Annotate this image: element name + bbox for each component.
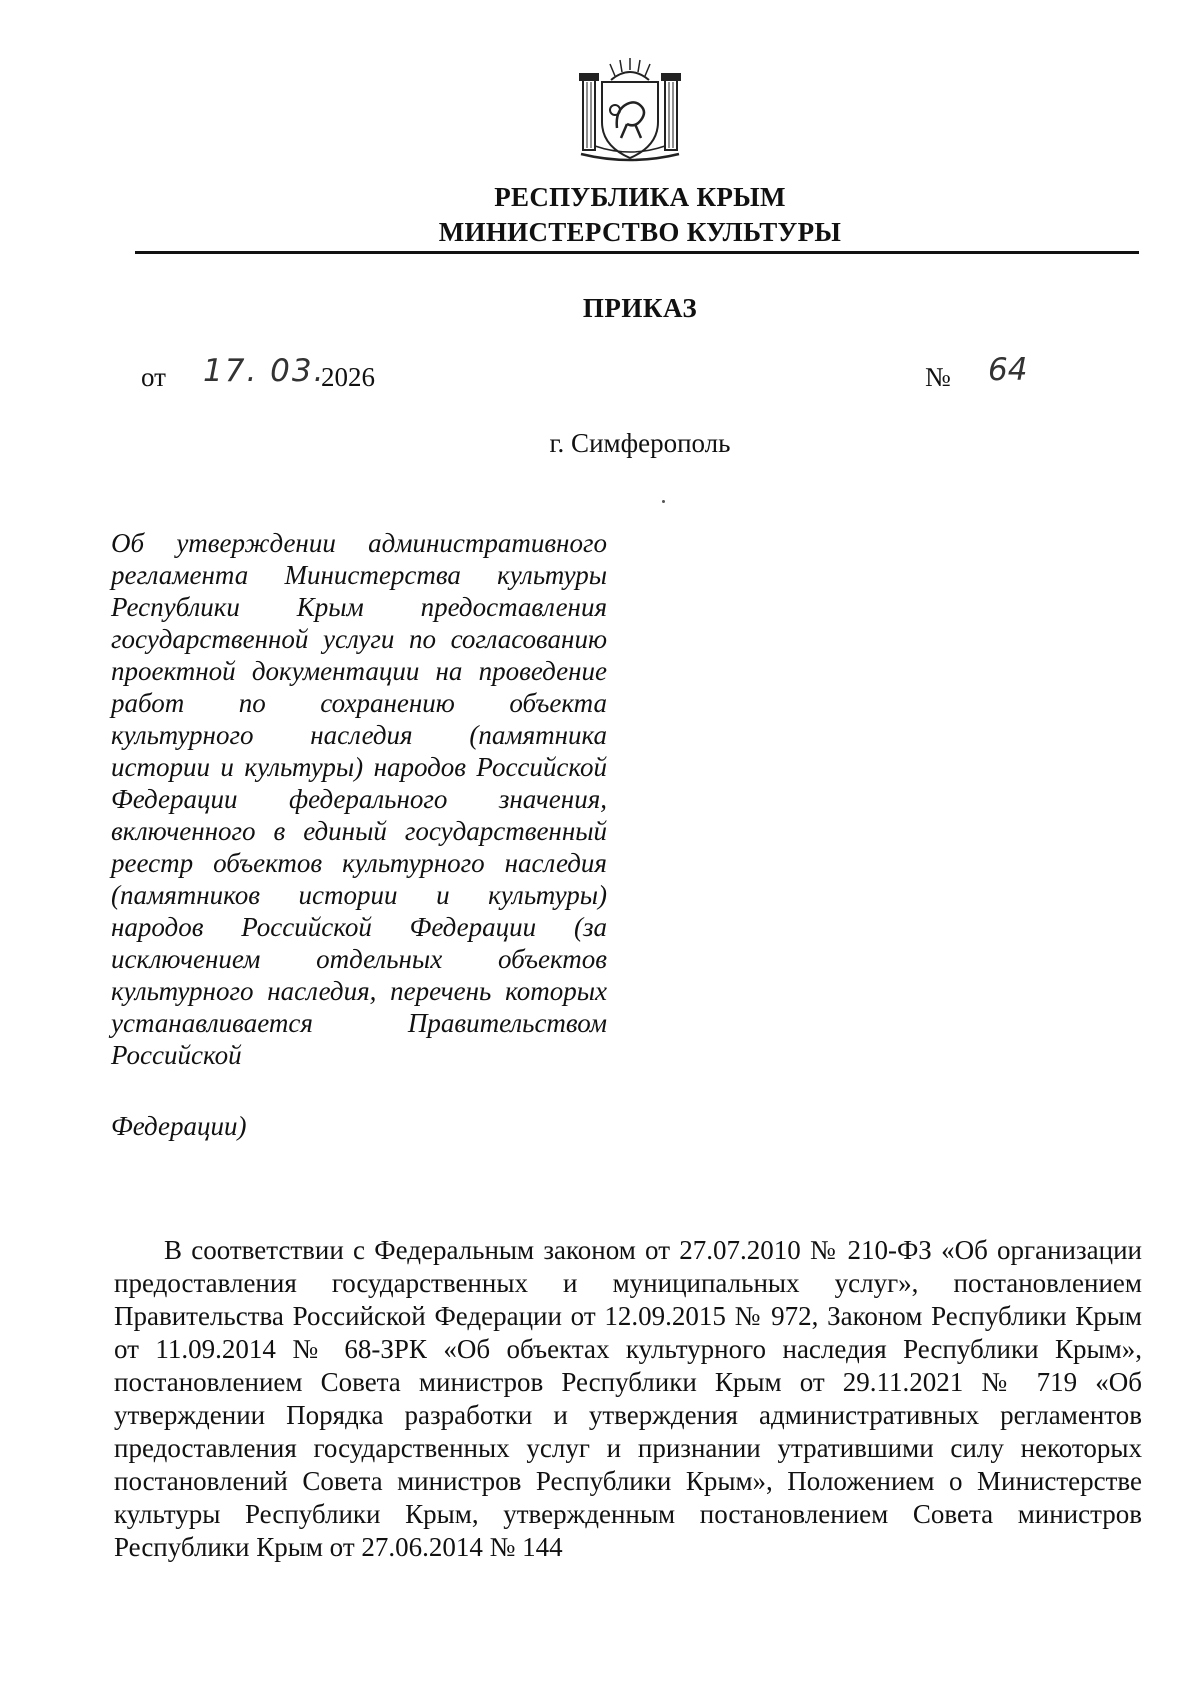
body-paragraph: В соответствии с Федеральным законом от 27.07.2010 № 210-ФЗ «Об организации предоставления государственных и муниципальных услуг», постановлением Правительства Российской Федерации от 12.09.2015 № 972, Законом Республики Крым от 11.09.2014 № 68-ЗРК «Об объектах культурного наследия Республики Крым», постановлением Совета министров Республики Крым от 29.11.2021 № 719 «Об утверждении Порядка разработки и утверждения административных регламентов предоставления государственных услуг и признании утратившими силу некоторых постановлений Совета министров Республики Крым», Положением о Министерстве культуры Республики Крым, утвержденным постановлением Совета министров Республики Крым от 27.06.2014 № 144 [114, 1235, 1142, 1562]
document-subject-last-line: Федерации) [111, 1111, 247, 1141]
stray-mark [662, 500, 665, 503]
date-prefix: от [141, 362, 166, 392]
org-name-line2: МИНИСТЕРСТВО КУЛЬТУРЫ [438, 217, 842, 247]
document-subject: Об утверждении административного регламента Министерства культуры Республики Крым предоставления государственной услуги по согласованию проектной документации на проведение работ по сохранению объекта культурного наследия (памятника истории и культуры) народов Российской Федерации федерального значения, включенного в единый государственный реестр объектов культурного наследия (памятников истории и культуры) народов Российской Федерации (за исключением отдельных объектов культурного наследия, перечень которых устанавливается Правительством Российской [111, 528, 607, 1070]
date-handwritten: 17. 03. [203, 353, 326, 389]
org-name-line1: РЕСПУБЛИКА КРЫМ [494, 182, 786, 212]
document-type: ПРИКАЗ [582, 293, 698, 323]
header-divider [135, 251, 1139, 254]
number-handwritten: 64 [988, 352, 1028, 388]
date-year: 2026 [321, 362, 375, 392]
number-label: № [925, 362, 951, 392]
coat-of-arms-icon [575, 58, 685, 166]
city: г. Симферополь [549, 428, 731, 458]
